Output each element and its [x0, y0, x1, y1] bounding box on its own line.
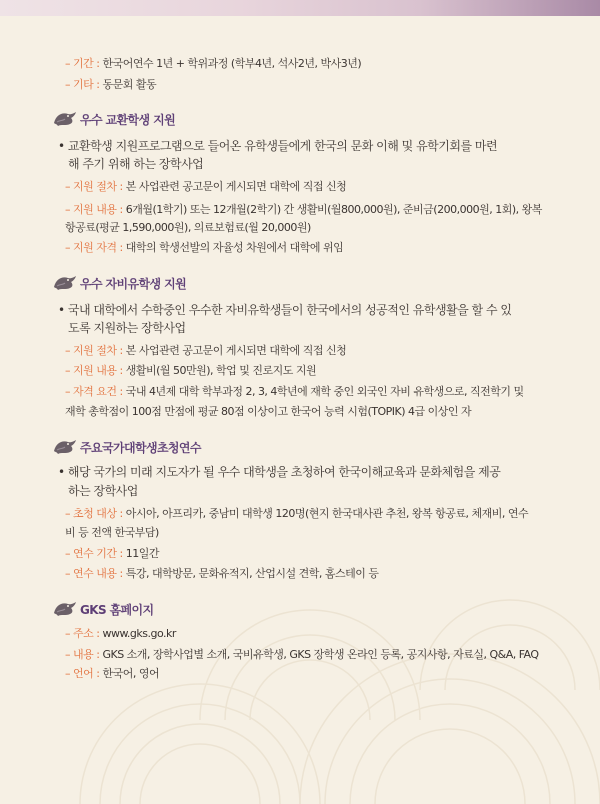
language-value: 한국어, 영어	[102, 667, 160, 680]
address-value: www.gks.go.kr	[102, 627, 176, 640]
period-label: – 연수 기간 :	[65, 547, 123, 560]
other-row	[65, 78, 566, 91]
content-label: – 연수 내용 :	[65, 567, 123, 580]
section-heading-invitation	[52, 438, 201, 456]
duration-label: – 기간 :	[65, 57, 100, 70]
dragon-emblem-icon	[52, 439, 78, 455]
content-value: GKS 소개, 장학사업별 소개, 국비유학생, GKS 장학생 온라인 등록, 공지사항, 자료실, Q&A, FAQ	[102, 648, 539, 661]
dragon-emblem-icon	[52, 275, 78, 291]
exchange-procedure-row	[65, 180, 566, 193]
duration-row	[65, 57, 566, 70]
exchange-qualification-row	[65, 241, 566, 254]
procedure-label: – 지원 절차 :	[65, 344, 123, 357]
section-title: GKS 홈페이지	[80, 602, 154, 617]
section-title: 우수 자비유학생 지원	[80, 276, 187, 291]
gks-address-row	[65, 627, 566, 640]
content-label: – 지원 내용 :	[65, 364, 123, 377]
selffunded-description: • 국내 대학에서 수학중인 우수한 자비유학생들이 한국에서의 성공적인 유학생활을 할 수 있	[58, 303, 512, 317]
qualification-label: – 지원 자격 :	[65, 241, 123, 254]
exchange-description: • 교환학생 지원프로그램으로 들어온 유학생들에게 한국의 문화 이해 및 유학기회를 마련	[58, 139, 498, 153]
qualification-value: 대학의 학생선발의 자율성 차원에서 대학에 위임	[125, 241, 344, 254]
invitation-description-cont: 하는 장학사업	[68, 484, 138, 498]
period-value: 11일간	[125, 547, 159, 560]
target-label: – 초청 대상 :	[65, 507, 123, 520]
exchange-content-row	[65, 203, 566, 216]
invitation-period-row	[65, 547, 566, 560]
selffunded-procedure-row	[65, 344, 566, 357]
other-value: 동문회 활동	[102, 78, 157, 91]
exchange-content-cont: 항공료(평균 1,590,000원), 의료보험료(월 20,000원)	[65, 221, 311, 234]
target-value: 아시아, 아프리카, 중남미 대학생 120명(현지 한국대사관 추천, 왕복 항공료, 체재비, 연수	[125, 507, 529, 520]
invitation-target-cont: 비 등 전액 한국부담)	[65, 526, 159, 539]
qualification-value: 국내 4년제 대학 학부과정 2, 3, 4학년에 재학 중인 외국인 자비 유학생으로, 직전학기 및	[125, 385, 524, 398]
procedure-value: 본 사업관련 공고문이 게시되면 대학에 직접 신청	[125, 344, 347, 357]
dragon-emblem-icon	[52, 601, 78, 617]
content-value: 특강, 대학방문, 문화유적지, 산업시설 견학, 홈스테이 등	[125, 567, 379, 580]
duration-value: 한국어연수 1년 + 학위과정 (학부4년, 석사2년, 박사3년)	[102, 57, 362, 70]
section-heading-gks	[52, 600, 154, 618]
gks-language-row	[65, 667, 566, 680]
procedure-label: – 지원 절차 :	[65, 180, 123, 193]
selffunded-content-row	[65, 364, 566, 377]
content-label: – 내용 :	[65, 648, 100, 661]
invitation-target-row	[65, 507, 566, 520]
gks-content-row	[65, 648, 566, 661]
language-label: – 언어 :	[65, 667, 100, 680]
section-heading-selffunded	[52, 274, 186, 292]
other-label: – 기타 :	[65, 78, 100, 91]
content-value: 생활비(월 50만원), 학업 및 진로지도 지원	[125, 364, 317, 377]
section-title: 우수 교환학생 지원	[80, 112, 176, 127]
invitation-content-row	[65, 567, 566, 580]
section-title: 주요국가대학생초청연수	[80, 440, 201, 455]
selffunded-description-cont: 도록 지원하는 장학사업	[68, 321, 186, 335]
content-label: – 지원 내용 :	[65, 203, 123, 216]
exchange-description-cont: 해 주기 위해 하는 장학사업	[68, 157, 204, 171]
selffunded-qualification-row	[65, 385, 566, 398]
qualification-label: – 자격 요건 :	[65, 385, 123, 398]
dragon-emblem-icon	[52, 111, 78, 127]
invitation-description: • 해당 국가의 미래 지도자가 될 우수 대학생을 초청하여 한국이해교육과 문화체험을 제공	[58, 465, 501, 479]
content-value: 6개월(1학기) 또는 12개월(2학기) 간 생활비(월800,000원), 준비금(200,000원, 1회), 왕복	[125, 203, 542, 216]
section-heading-exchange	[52, 110, 175, 128]
procedure-value: 본 사업관련 공고문이 게시되면 대학에 직접 신청	[125, 180, 347, 193]
address-label: – 주소 :	[65, 627, 100, 640]
selffunded-qualification-cont: 재학 총학점이 100점 만점에 평균 80점 이상이고 한국어 능력 시험(TOPIK) 4급 이상인 자	[65, 405, 472, 418]
